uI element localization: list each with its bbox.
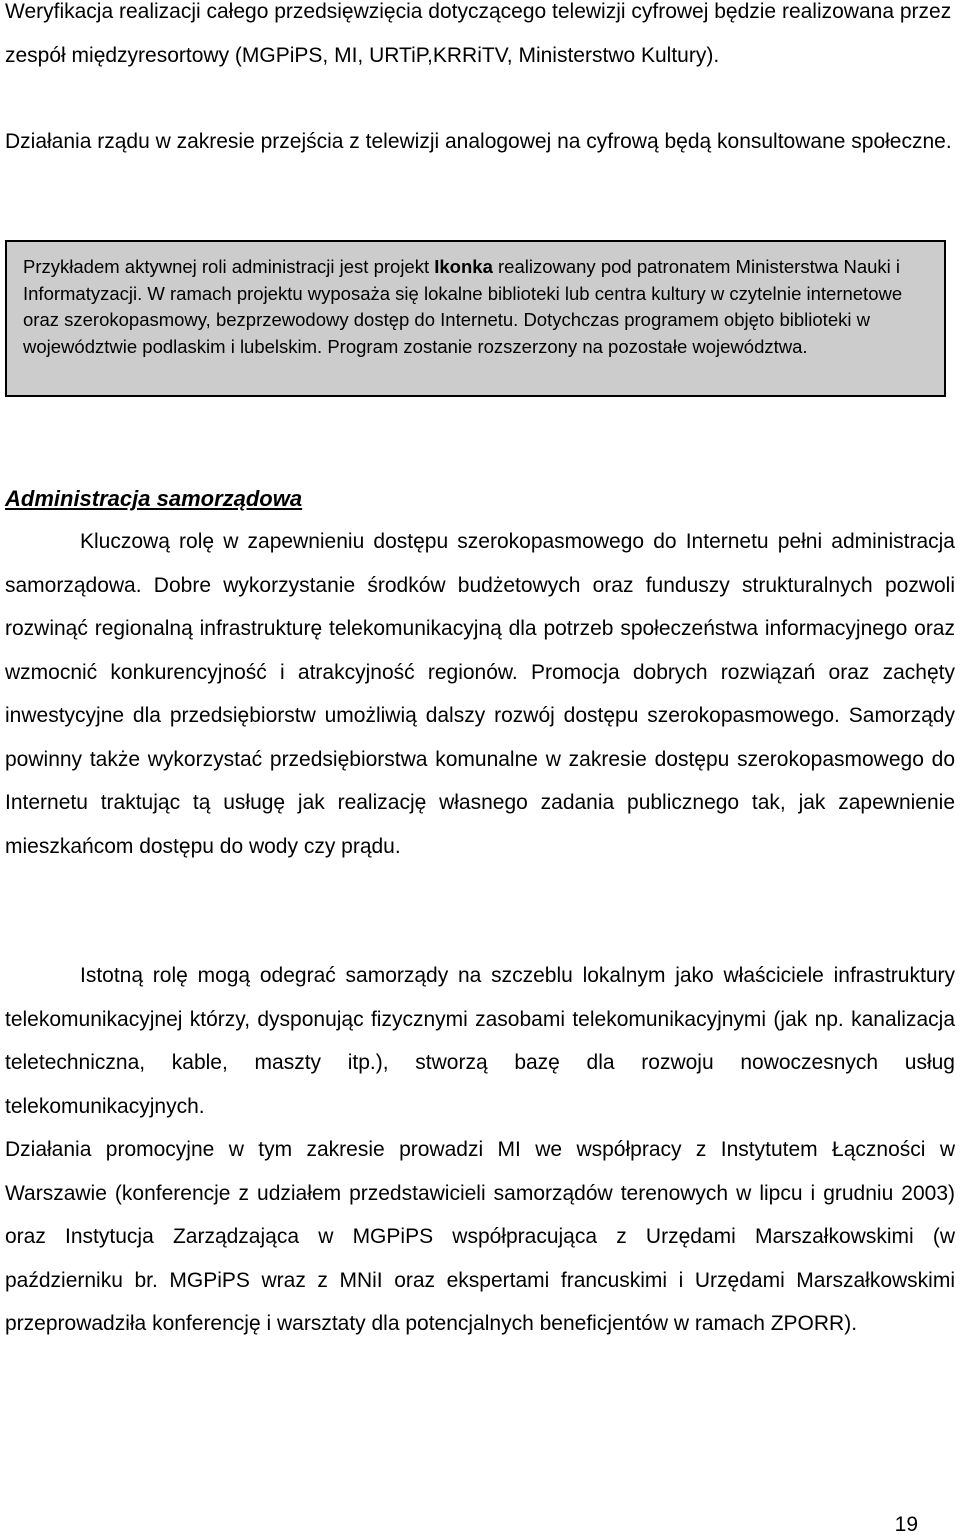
highlight-box-ikonka bbox=[5, 240, 946, 397]
paragraph-local-government-role: Kluczową rolę w zapewnieniu dostępu szerokopasmowego do Internetu pełni administracja samorządowa. Dobre wykorzystanie środków budżetowych oraz funduszy strukturalnych pozwoli rozwinąć regionalną infrastrukturę telekomunikacyjną dla potrzeb społeczeństwa informacyjnego oraz wzmocnić konkurencyjność i atrakcyjność regionów. Promocja dobrych rozwiązań oraz zachęty inwestycyjne dla przedsiębiorstw umożliwią dalszy rozwój dostępu szerokopasmowego. Samorządy powinny także wykorzystać przedsiębiorstwa komunalne w zakresie dostępu szerokopasmowego do Internetu traktując tą usługę jak realizację własnego zadania publicznego tak, jak zapewnienie mieszkańcom dostępu do wody czy prądu. bbox=[5, 530, 955, 858]
page-number: 19 bbox=[894, 1513, 918, 1536]
box-text-intro: Przykładem aktywnej roli administracji jest projekt bbox=[23, 256, 435, 277]
section-heading: Administracja samorządowa bbox=[5, 486, 303, 511]
paragraph-tv-consultation: Działania rządu w zakresie przejścia z telewizji analogowej na cyfrową będą konsultowane społeczne. bbox=[5, 130, 952, 153]
paragraph-infrastructure-owners: Istotną rolę mogą odegrać samorządy na szczeblu lokalnym jako właściciele infrastruktury telekomunikacyjnej którzy, dysponując fizycznymi zasobami telekomunikacyjnymi (jak np. kanalizacja teletechniczna, kable, maszty itp.), stworzą bazę dla rozwoju nowoczesnych usług telekomunikacyjnych. bbox=[5, 964, 955, 1118]
box-text-project-name: Ikonka bbox=[434, 256, 493, 277]
paragraph-tv-verification: Weryfikacja realizacji całego przedsięwzięcia dotyczącego telewizji cyfrowej będzie realizowana przez zespół międzyresortowy (MGPiPS, MI, URTiP,KRRiTV, Ministerstwo Kultury). bbox=[5, 0, 952, 67]
paragraph-promotional-activities: Działania promocyjne w tym zakresie prowadzi MI we współpracy z Instytutem Łączności w Warszawie (konferencje z udziałem przedstawicieli samorządów terenowych w lipcu i grudniu 2003) oraz Instytucja Zarządzająca w MGPiPS współpracująca z Urzędami Marszałkowskimi (w październiku br. MGPiPS wraz z MNiI oraz ekspertami francuskimi i Urzędami Marszałkowskimi przeprowadziła konferencję i warsztaty dla potencjalnych beneficjentów w ramach ZPORR). bbox=[5, 1138, 955, 1335]
box-text-description: realizowany pod patronatem Ministerstwa Nauki i Informatyzacji. W ramach projektu wyposaża się lokalne biblioteki lub centra kultury w czytelnie internetowe oraz szerokopasmowy, bezprzewodowy dostęp do Internetu. Dotychczas programem objęto biblioteki w województwie podlaskim i lubelskim. Program zostanie rozszerzony na pozostałe województwa. bbox=[23, 256, 903, 357]
highlight-box-text bbox=[23, 254, 933, 360]
